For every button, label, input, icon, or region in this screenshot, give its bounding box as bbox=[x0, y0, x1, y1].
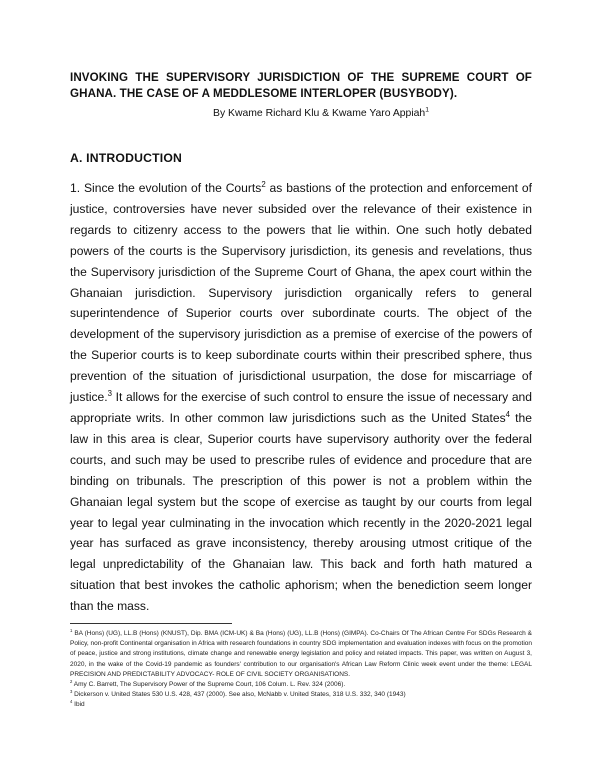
footnote-text: Ibid bbox=[72, 701, 85, 709]
footnote-mark: 1 bbox=[70, 627, 73, 633]
paragraph-text-4: the law in this area is clear, Superior courts have supervisory authority over the federal courts, and such may be used to prescribe rules of evidence and procedure that are binding on tribunals. The prescription of this power is not a problem within the Ghanaian legal system but the scope of exercise as taught by our courts from legal year to legal year culminating in the invocation which recently in the 2020-2021 legal year has surfaced as grave inconsistency, thereby arousing utmost critique of the legal unpredictability of the Ghanaian law. This back and forth hath matured a situation that best invokes the catholic aphorism; when the benediction seem longer than the mass. bbox=[70, 410, 532, 614]
footnote-2 bbox=[70, 680, 532, 690]
paragraph-text-3: It allows for the exercise of such control to ensure the issue of necessary and appropriate writs. In other common law jurisdictions such as the United States bbox=[70, 390, 532, 425]
footnotes bbox=[70, 629, 532, 711]
footnote-ref-2[interactable]: 2 bbox=[261, 179, 266, 189]
footnote-mark: 2 bbox=[70, 678, 73, 684]
footnote-4 bbox=[70, 700, 532, 710]
footnote-ref-1[interactable]: 1 bbox=[425, 106, 429, 114]
footnote-mark: 4 bbox=[70, 699, 73, 705]
paragraph-text-1: 1. Since the evolution of the Courts bbox=[70, 181, 262, 195]
intro-paragraph bbox=[70, 178, 532, 617]
author-line bbox=[70, 108, 532, 119]
section-heading: A. INTRODUCTION bbox=[70, 151, 183, 165]
footnote-1 bbox=[70, 629, 532, 680]
footnote-text: BA (Hons) (UG), LL.B (Hons) (KNUST), Dip. BMA (ICM-UK) & Ba (Hons) (UG), LL.B (Hons) (GIMPA). Co-Chairs Of The African Centre For SDGs Research & Policy, non-profit Continental organisation in Africa with research foundations in country SDG implementation and evaluation indexes with focus on the promotion of peace, justice and strong institutions, climate change and renewable energy legislation and policy and related impacts. This paper, was written on August 3, 2020, in the wake of the Covid-19 pandemic as founders' contribution to our organisation's African Law Reform Clinic week event under the theme: LEGAL PRECISION AND PREDICTABILITY ADVOCACY- ROLE OF CIVIL SOCIETY ORGANISATIONS. bbox=[70, 630, 532, 678]
paper-title: INVOKING THE SUPERVISORY JURISDICTION OF THE SUPREME COURT OF GHANA. THE CASE OF A MEDDLESOME INTERLOPER (BUSYBODY). bbox=[70, 71, 532, 100]
footnote-text: Amy C. Barrett, The Supervisory Power of the Supreme Court, 106 Colum. L. Rev. 324 (2006). bbox=[72, 681, 346, 689]
footnote-ref-3[interactable]: 3 bbox=[107, 389, 113, 399]
paragraph-text-2: as bastions of the protection and enforcement of justice, controversies have never subsided over the relevance of their existence in regards to citizenry access to the powers that lie within. One such hotly debated powers of the courts is the Supervisory jurisdiction, its genesis and revelations, thus the Supervisory jurisdiction of the Supreme Court of Ghana, the apex court within the Ghanaian jurisdiction. Supervisory jurisdiction organically refers to general superintendence of Superior courts over subordinate courts. The object of the development of the supervisory jurisdiction as a premise of exercise of the powers of the Superior courts is to keep subordinate courts within their prescribed sphere, thus prevention of the situation of jurisdictional usurpation, the dose for miscarriage of justice. bbox=[70, 181, 532, 405]
footnote-3 bbox=[70, 690, 532, 700]
footnote-divider bbox=[70, 623, 232, 624]
footnote-ref-4[interactable]: 4 bbox=[505, 409, 511, 419]
footnote-mark: 3 bbox=[70, 689, 73, 695]
footnote-text: Dickerson v. United States 530 U.S. 428, 437 (2000). See also, McNabb v. United States, 318 U.S. 332, 340 (1943) bbox=[72, 691, 406, 699]
author-names: By Kwame Richard Klu & Kwame Yaro Appiah bbox=[213, 108, 426, 119]
